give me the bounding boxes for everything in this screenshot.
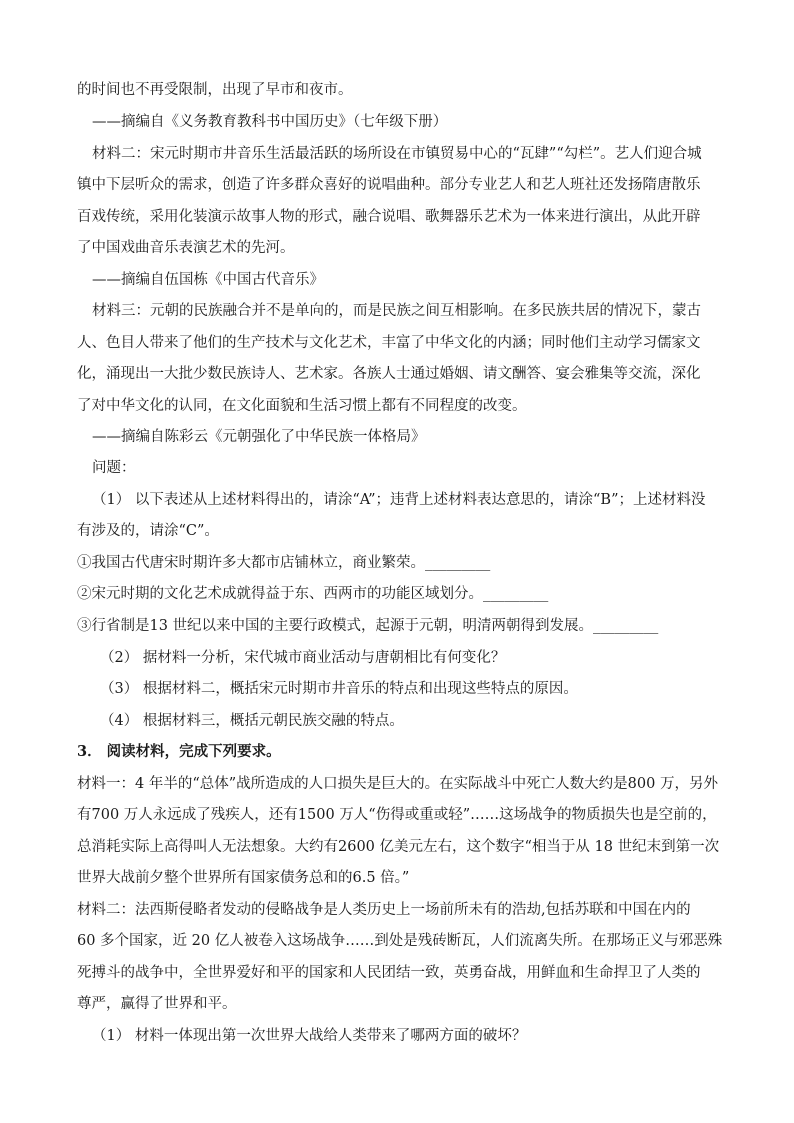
material-paragraph: 材料二：法西斯侵略者发动的侵略战争是人类历史上一场前所未有的浩劫,包括苏联和中国在内的	[77, 902, 691, 918]
source-citation: ——摘编自《义务教育教科书中国历史》（七年级下册）	[92, 114, 448, 130]
exercise-3-heading: 3． 阅读材料，完成下列要求。	[77, 743, 281, 760]
questions-heading: 问题：	[92, 460, 136, 476]
material-paragraph: 材料三：元朝的民族融合并不是单向的，而是民族之间互相影响。在多民族共居的情况下，蒙古	[92, 303, 701, 319]
text-line: 有涉及的，请涂“C”。	[77, 523, 219, 539]
text-line: 世界大战前夕整个世界所有国家债务总和的6.5 倍。”	[77, 870, 410, 886]
statement-1: ①我国古代唐宋时期许多大都市店铺林立，商业繁荣。_________	[77, 555, 491, 571]
text-line: 死搏斗的战争中，全世界爱好和平的国家和人民团结一致，英勇奋战，用鲜血和生命捍卫了人类的	[77, 965, 701, 981]
text-line: 化，涌现出一大批少数民族诗人、艺术家。各族人士通过婚姻、请文酬答、宴会雅集等交流，深化	[77, 366, 701, 382]
material-paragraph: 材料一：4 年半的“总体”战所造成的人口损失是巨大的。在实际战斗中死亡人数大约是800 万，另外	[77, 776, 718, 792]
statement-3: ③行省制是13 世纪以来中国的主要行政模式，起源于元朝，明清两朝得到发展。_________	[77, 618, 659, 634]
text-line: 了对中华文化的认同，在文化面貌和生活习惯上都有不同程度的改变。	[77, 398, 527, 414]
text-line: 的时间也不再受限制，出现了早市和夜市。	[77, 82, 353, 98]
material-paragraph: 材料二：宋元时期市井音乐生活最活跃的场所设在市镇贸易中心的“瓦肆”“勾栏”。艺人们迎合城	[92, 146, 702, 162]
text-line: 总消耗实际上高得叫人无法想象。大约有2600 亿美元左右，这个数字“相当于从 18 世纪末到第一次	[77, 839, 720, 855]
text-line: 了中国戏曲音乐表演艺术的先河。	[77, 240, 295, 256]
question-3: （3） 根据材料二，概括宋元时期市井音乐的特点和出现这些特点的原因。	[100, 681, 578, 697]
question-2: （2） 据材料一分析，宋代城市商业活动与唐朝相比有何变化？	[100, 650, 506, 666]
text-line: 尊严，赢得了世界和平。	[77, 996, 237, 1012]
question-1: （1） 以下表述从上述材料得出的，请涂“A”；违背上述材料表达意思的，请涂“B”；上述材料没	[92, 492, 706, 508]
question-4: （4） 根据材料三，概括元朝民族交融的特点。	[100, 713, 404, 729]
source-citation: ——摘编自伍国栋《中国古代音乐》	[92, 272, 324, 288]
statement-2: ②宋元时期的文化艺术成就得益于东、西两市的功能区域划分。_________	[77, 586, 549, 602]
source-citation: ——摘编自陈彩云《元朝强化了中华民族一体格局》	[92, 429, 426, 445]
text-line: 镇中下层听众的需求，创造了许多群众喜好的说唱曲种。部分专业艺人和艺人班社还发扬隋唐散乐	[77, 177, 701, 193]
text-line: 人、色目人带来了他们的生产技术与文化艺术，丰富了中华文化的内涵；同时他们主动学习儒家文	[77, 335, 701, 351]
question-1: （1） 材料一体现出第一次世界大战给人类带来了哪两方面的破坏？	[92, 1028, 527, 1044]
text-line: 百戏传统，采用化装演示故事人物的形式，融合说唱、歌舞器乐艺术为一体来进行演出，从此开辟	[77, 209, 701, 225]
text-line: 60 多个国家，近 20 亿人被卷入这场战争……到处是残砖断瓦，人们流离失所。在那场正义与邪恶殊	[77, 933, 723, 949]
text-line: 有700 万人永远成了残疾人，还有1500 万人“伤得或重或轻”……这场战争的物质损失也是空前的，	[77, 807, 717, 823]
